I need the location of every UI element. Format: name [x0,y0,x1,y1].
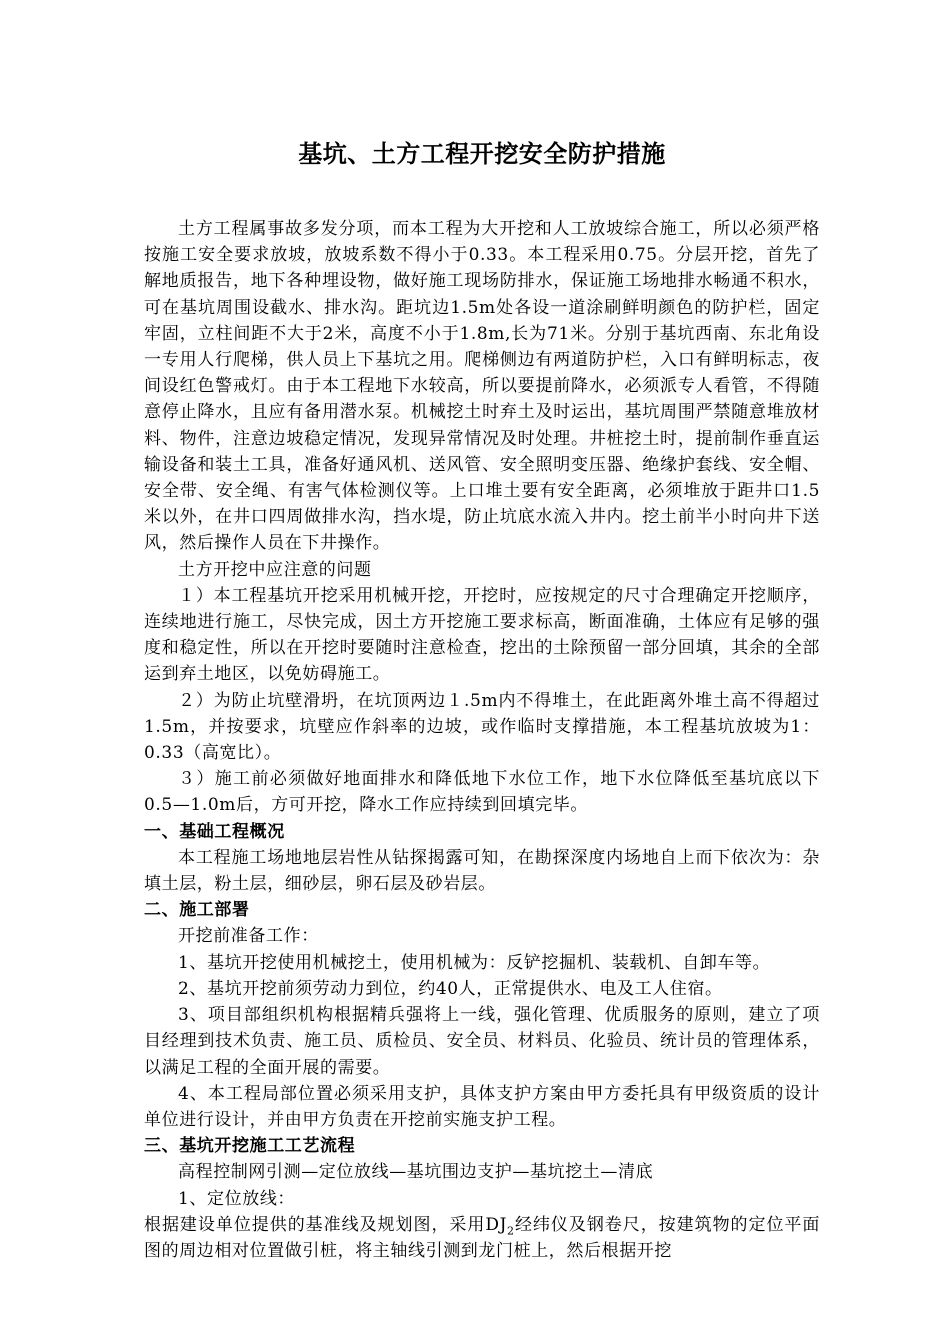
section-paragraph: 本工程施工场地地层岩性从钻探揭露可知，在勘探深度内场地自上而下依次为：杂填土层，粉土层，细砂层，卵石层及砂岩层。 [144,847,820,895]
section-paragraph [144,1212,820,1264]
list-item: 1、基坑开挖使用机械挖土，使用机械为：反铲挖掘机、装载机、自卸车等。 [178,952,771,973]
list-item: 3、项目部组织机构根据精兵强将上一线，强化管理、优质服务的原则，建立了项目经理到技术负责、施工员、质检员、安全员、材料员、化验员、统计员的管理体系，以满足工程的全面开展的需要。 [144,1005,820,1078]
intro-paragraph: 土方工程属事故多发分项，而本工程为大开挖和人工放坡综合施工，所以必须严格按施工安全要求放坡，放坡系数不得小于0.33。本工程采用0.75。分层开挖，首先了解地质报告，地下各种埋设物，做好施工现场防排水，保证施工场地排水畅通不积水，可在基坑周围设截水、排水沟。距坑边1.5m处各设一道涂刷鲜明颜色的防护栏，固定牢固，立柱间距不大于2米，高度不小于1.8m,长为71米。分别于基坑西南、东北角设一专用人行爬梯，供人员上下基坑之用。爬梯侧边有两道防护栏，入口有鲜明标志，夜间设红色警戒灯。由于本工程地下水较高，所以要提前降水，必须派专人看管，不得随意停止降水，且应有备用潜水泵。机械挖土时弃土及时运出，基坑周围严禁随意堆放材料、物件，注意边坡稳定情况，发现异常情况及时处理。井桩挖土时，提前制作垂直运输设备和装土工具，准备好通风机、送风管、安全照明变压器、绝缘护套线、安全帽、安全带、安全绳、有害气体检测仪等。上口堆土要有安全距离，必须堆放于距井口1.5米以外，在井口四周做排水沟，挡水堤，防止坑底水流入井内。挖土前半小时向井下送风，然后操作人员在下井操作。 [144,219,820,554]
subscript: 2 [506,1224,515,1238]
document-body [144,216,820,1264]
process-flow: 高程控制网引测—定位放线—基坑围边支护—基坑挖土—清底 [178,1162,654,1183]
sub-heading: 1、定位放线： [178,1188,296,1209]
notes-item: ２）为防止坑壁滑坍，在坑顶两边１.5m内不得堆土，在此距离外堆土高不得超过1.5m，并按要求，坑壁应作斜率的边坡，或作临时支撑措施，本工程基坑放坡为1：0.33（高宽比）。 [144,690,820,764]
section-paragraph: 开挖前准备工作： [178,926,319,947]
notes-item: １）本工程基坑开挖采用机械开挖，开挖时，应按规定的尺寸合理确定开挖顺序，连续地进行施工，尽快完成，因土方开挖施工要求标高，断面准确，土体应有足够的强度和稳定性，所以在开挖时要随时注意检查，挖出的土除预留一部分回填，其余的全部运到弃土地区，以免妨碍施工。 [144,585,820,685]
document-title: 基坑、土方工程开挖安全防护措施 [298,140,666,168]
notes-heading: 土方开挖中应注意的问题 [178,559,372,580]
paragraph-text: 经纬仪及钢卷尺，按建筑物的定位平面图的周边相对位置做引桩，将主轴线引测到龙门桩上，然后根据开挖 [144,1214,820,1261]
section-heading: 二、施工部署 [144,900,250,921]
paragraph-text: 根据建设单位提供的基准线及规划图，采用DJ [144,1214,507,1235]
list-item: 2、基坑开挖前须劳动力到位，约40人，正常提供水、电及工人住宿。 [178,978,723,999]
section-heading: 一、基础工程概况 [144,821,285,842]
notes-item: ３）施工前必须做好地面排水和降低地下水位工作，地下水位降低至基坑底以下0.5—1.0m后，方可开挖，降水工作应持续到回填完毕。 [144,769,820,816]
document-page [144,136,820,1264]
list-item: 4、本工程局部位置必须采用支护，具体支护方案由甲方委托具有甲级资质的设计单位进行设计，并由甲方负责在开挖前实施支护工程。 [144,1083,820,1130]
section-heading: 三、基坑开挖施工工艺流程 [144,1136,356,1157]
